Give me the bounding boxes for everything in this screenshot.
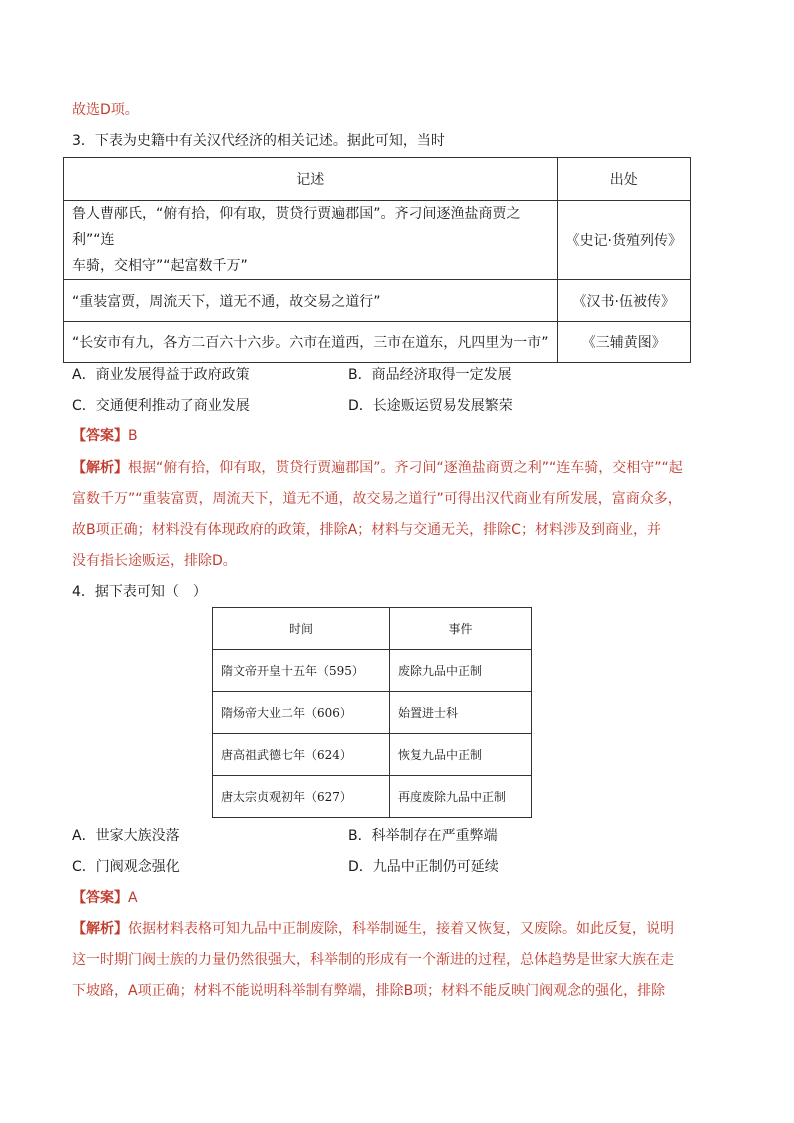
analysis-tag: 【解析】 <box>72 460 128 476</box>
record-line: 鲁人曹邴氏，“俯有拾，仰有取，贳贷行贾遍郡国”。齐刁间逐渔盐商贾之利”“连 <box>72 206 521 248</box>
q3-analysis-line: 故B项正确；材料没有体现政府的政策，排除A；材料与交通无关，排除C；材料涉及到商业，并 <box>72 522 661 538</box>
table-row <box>213 692 532 734</box>
source-cell: 《三辅黄图》 <box>557 322 690 363</box>
record-cell <box>64 201 558 280</box>
q3-option-a: A．商业发展得益于政府政策 <box>72 367 250 383</box>
answer-value: B <box>128 428 138 444</box>
q3-answer <box>72 426 138 446</box>
record-cell: “长安市有九，各方二百六十六步。六市在道西，三市在道东，凡四里为一市” <box>64 322 558 363</box>
header-event: 事件 <box>390 608 532 650</box>
answer-value: A <box>128 890 138 906</box>
table-row <box>213 650 532 692</box>
header-record: 记述 <box>64 158 558 201</box>
event-cell: 废除九品中正制 <box>390 650 532 692</box>
question-4-stem: 4．据下表可知（ ） <box>72 584 207 600</box>
header-source: 出处 <box>557 158 690 201</box>
q3-analysis-line: 没有指长途贩运，排除D。 <box>72 553 237 569</box>
time-cell: 隋炀帝大业二年（606） <box>213 692 390 734</box>
question-3-table <box>63 157 691 363</box>
q4-option-c: C．门阀观念强化 <box>72 859 180 875</box>
record-cell: “重装富贾，周流天下，道无不通，故交易之道行” <box>64 280 558 322</box>
answer-tag: 【答案】 <box>72 428 128 444</box>
q3-analysis-line: 富数千万”“重装富贾，周流天下，道无不通，故交易之道行”可得出汉代商业有所发展，富商众多， <box>72 491 682 507</box>
analysis-text: 依据材料表格可知九品中正制废除，科举制诞生，接着又恢复，又废除。如此反复，说明 <box>128 921 674 937</box>
analysis-text: 根据“俯有拾，仰有取，贳贷行贾遍郡国”。齐刁间“逐渔盐商贾之利”“连车骑，交相守”“起 <box>128 460 683 476</box>
record-line: 车骑，交相守”“起富数千万” <box>72 258 248 274</box>
event-cell: 始置进士科 <box>390 692 532 734</box>
q3-option-d: D．长途贩运贸易发展繁荣 <box>348 398 513 414</box>
q3-analysis-line <box>72 458 683 478</box>
table-row <box>213 776 532 818</box>
previous-answer-end: 故选D项。 <box>72 102 139 118</box>
q4-option-b: B．科举制存在严重弊端 <box>348 828 498 844</box>
q3-option-b: B．商品经济取得一定发展 <box>348 367 512 383</box>
table-row <box>64 201 691 280</box>
q4-answer <box>72 888 138 908</box>
q4-analysis-line <box>72 919 674 939</box>
q4-option-a: A．世家大族没落 <box>72 828 180 844</box>
analysis-tag: 【解析】 <box>72 921 128 937</box>
table-row <box>64 322 691 363</box>
time-cell: 唐高祖武德七年（624） <box>213 734 390 776</box>
answer-tag: 【答案】 <box>72 890 128 906</box>
question-3-stem: 3．下表为史籍中有关汉代经济的相关记述。据此可知，当时 <box>72 133 445 149</box>
header-time: 时间 <box>213 608 390 650</box>
q3-option-c: C．交通便利推动了商业发展 <box>72 398 250 414</box>
source-cell: 《汉书·伍被传》 <box>557 280 690 322</box>
time-cell: 隋文帝开皇十五年（595） <box>213 650 390 692</box>
event-cell: 再度废除九品中正制 <box>390 776 532 818</box>
q4-analysis-line: 这一时期门阀士族的力量仍然很强大，科举制的形成有一个渐进的过程，总体趋势是世家大族在走 <box>72 952 674 968</box>
source-cell: 《史记·货殖列传》 <box>557 201 690 280</box>
q4-option-d: D．九品中正制仍可延续 <box>348 859 499 875</box>
table-row <box>213 734 532 776</box>
event-cell: 恢复九品中正制 <box>390 734 532 776</box>
table-row <box>64 280 691 322</box>
q4-analysis-line: 下坡路，A项正确；材料不能说明科举制有弊端，排除B项；材料不能反映门阀观念的强化，排除 <box>72 983 666 999</box>
time-cell: 唐太宗贞观初年（627） <box>213 776 390 818</box>
question-4-table <box>212 607 532 818</box>
